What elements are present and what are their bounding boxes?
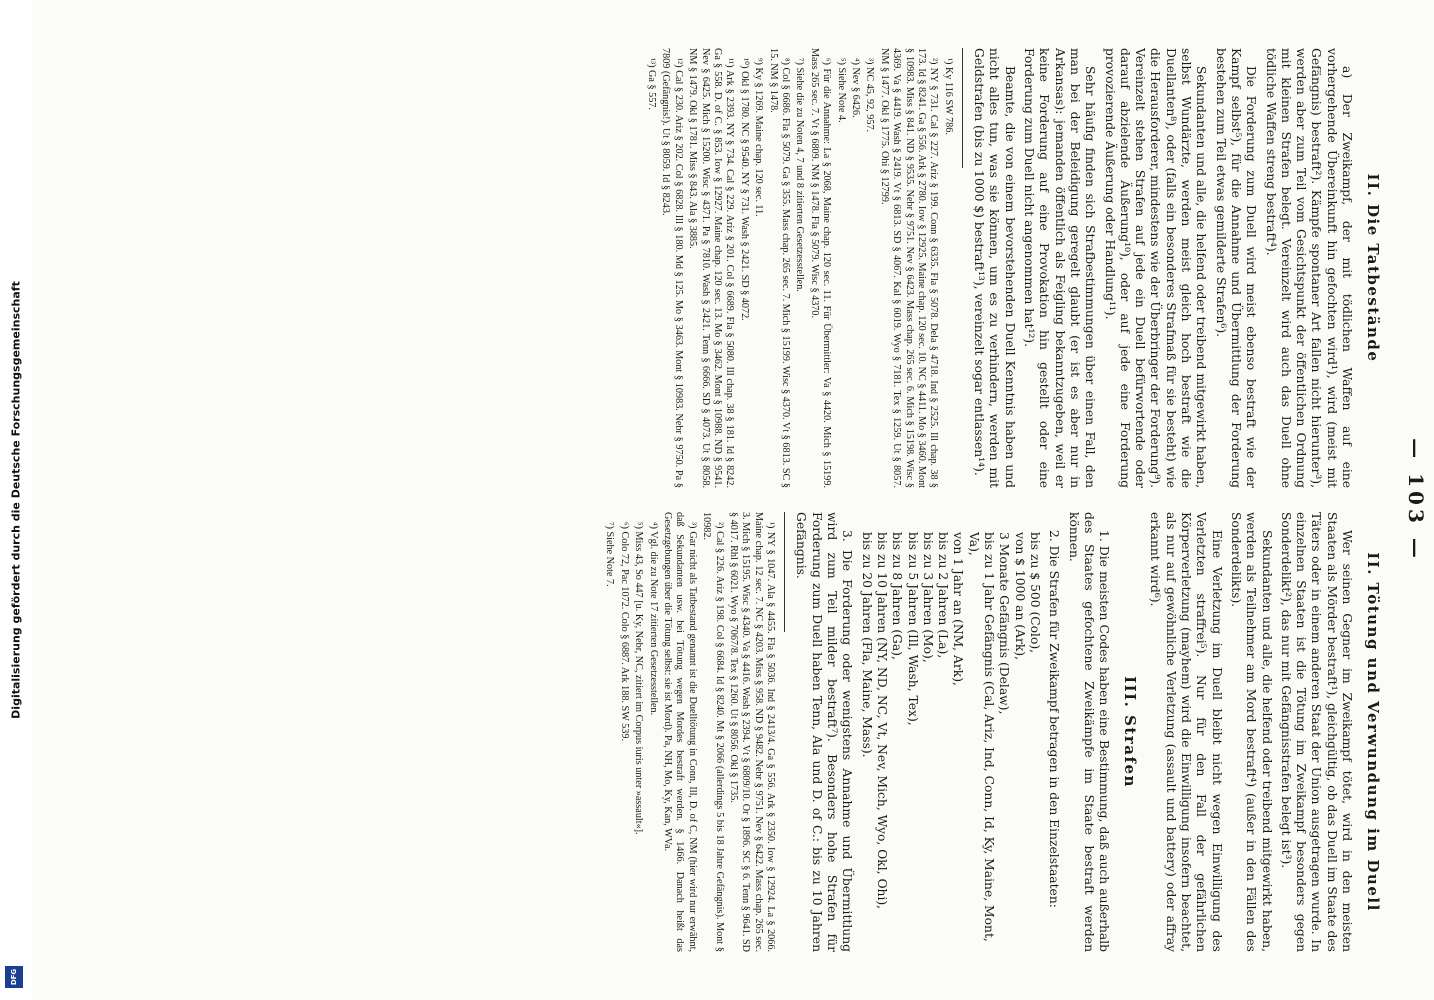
footnote: ¹²) Cal § 230. Ariz § 202. Col § 6828. Ill § 180. Md § 125. Mo § 3463. Mont § 10983. Nebr § 9750. Pa § 7809 (Gefängnis!). Ut § 8059. Id § 8243. [660,48,684,488]
footnote: ¹³) Ga § 557. [645,58,657,110]
list-item: bis zu 3 Jahren (Mo), [920,532,935,663]
right-body-2 [793,512,1111,952]
list-item: bis zu 2 Jahren (La), [936,532,951,659]
paragraph: Wer seinen Gegner im Zweikampf tötet, wird in den meisten Staaten als Mörder bestraft¹), gleichgültig, ob das Duell im Staate des Täters oder in einem anderen Staat der Union ausgetragen wurde. In einzelnen Staaten ist die Tötung im Zweikampf besonders gegen Sonderdelikt²), das nur mit Gefängnisstrafen belegt ist³). [1278,512,1354,952]
list-item: von 1 Jahr an (NM, Ark), [951,532,966,686]
left-body [971,48,1354,488]
footnote: ²) NY § 731. Cal § 227. Ariz § 199. Conn § 6335. Fla § 5078. Dela § 4718. Ind § 2525. Ill chap. 38 § 173. Id § 8241. Ga § 556. Ark § 2780. Iow § 12925. Maine chap. 120 sec. 10. NC § 4411. Mo § 3460. Mont § 10983. Miss § 841. ND § 9535. Nebr § 9751. Nev § 6423. Mass chap. 265 sec. 6. Mich § 15198. Wisc § 4369. Va § 4419. Wash § 2419. Vt § 6813. SD § 4067. Kal § 6019. Wyo § 7181. Tex § 1259. Ut § 8057. NM § 1477. Okl § 1775. Ohi § 12799. [878,48,940,488]
footnote: ⁴) Nev § 6426. [850,58,862,118]
footnote: ⁸) Col § 6686. Fla § 5079. Ga § 355. Mass chap. 265 sec. 7. Mich § 15199. Wisc § 4370. Vt § 6813. SC § 15. NM § 1478. [767,48,791,488]
footnote: ¹) Ky 116 SW 786. [942,58,954,135]
footnote: ¹¹) Ark § 2393. NY § 734. Cal § 229. Ariz § 201. Col § 6689. Fla § 5080. Ill chap. 38 § 181. Id § 8242. Ga § 558. D. of C. § 853. Iow § 12927. Maine chap. 120 sec. 13. Mo § 3462. Mont § 10988. ND § 9541. Nev § 6425. Mich § 15200. Wisc § 4371. Pa § 7810. Wash § 2421. Tenn § 6666. SD § 4073. Ut § 8058. NM § 1479. Okl § 1781. Miss § 843. Ala § 3885. [687,48,736,488]
list-item: bis zu $ 500 (Colo), [1027,532,1042,654]
footnote: ¹⁰) Okl § 1780. NC § 9540. NY § 731. Wash § 2421. SD § 4072. [738,58,750,321]
list-item: bis zu 8 Jahren (Ga), [890,532,905,660]
paragraph: Sekundanten und alle, die helfend oder treibend mitgewirkt haben, selbst Wundärzte, werden meist gleich hoch bestraft wie die Duellanten⁸), oder (falls ein besonderes Strafmaß für sie besteht) wie die Herausforderer, mindestens wie der Überbringer der Forderung⁹). Vereinzelt stehen Strafen auf jede ein Duell befürwortende oder darauf abzielende Äußerung¹⁰), oder auf jede eine Forderung provozierende Äußerung oder Handlung¹¹). [1102,48,1209,488]
right-column [40,512,1390,952]
footnote: ⁵) Miss 43, So 447 [u. Ky, Nebr, NC, zitiert im Corpus iuris unter »assault«]. [633,522,645,835]
paragraph: a) Der Zweikampf, der mit tödlichen Waffen auf eine vorhergehende Übereinkunft hin gefochten wird¹), wird (meist mit Gefängnis) bestraft²). Kämpfe spontaner Art fallen nicht hierunter³), werden aber zum Teil vom Gesichtspunkt der öffentlichen Ordnung mit kleinen Strafen belegt. Vereinzelt wird auch das Duell ohne tödliche Waffen streng bestraft⁴). [1263,48,1354,488]
footnote-divider [962,48,963,168]
footnote: ²) Cal § 226. Ariz § 198. Col § 6684. Id § 8240. Mt § 2066 (allerdings 5 bis 18 Jahre Gefängnis). Mont § 10982. [701,512,725,952]
footnote: ⁵) Siehe Note 4. [835,58,847,123]
digitization-note: Digitalisierung gefördert durch die Deutsche Forschungsgemeinschaft [9,281,23,719]
paragraph: Sehr häufig finden sich Strafbestimmungen über einen Fall, den man bei der Beleidigung geregelt glaubt (er ist es aber nur in Arkansas): jemanden öffentlich als Feigling bekanntzugeben, weil er keine Forderung auf eine Provokation hin gestellt oder eine Forderung zum Duell nicht angenommen hat¹²). [1022,48,1098,488]
paragraph: 2. Die Strafen für Zweikampf betragen in den Einzelstaaten: [1047,530,1062,908]
penalty-list [858,532,1042,952]
footnote: ⁷) Siehe Note 7. [604,522,616,587]
footnote: ⁴) Vgl. die zu Note 17 zitierten Gesetzesstellen. [647,522,659,716]
paragraph: Beamte, die von einem bevorstehenden Duell Kenntnis haben und nicht alles tun, was sie können, um es zu verhindern, werden mit Geldstrafen (bis zu 1000 $) bestraft¹³), vereinzelt sogar entlassen¹⁴). [972,48,1017,488]
digitization-strip [0,0,32,1000]
left-column [40,48,1390,488]
footnote: ⁶) Für die Annahme: La § 2068, Maine chap. 120 sec. 11. Für Übermittler: Va § 4420. Mich § 15199. Mass 265 sec. 7. Vt § 6809. NM § 1478. Fla § 5079. Wisc § 4370. [808,48,833,488]
list-item: von $ 1000 an (Ark), [1012,532,1027,660]
footnote-divider [784,512,785,632]
right-heading-1: II. Tötung und Verwundung im Duell [1364,552,1382,912]
paragraph: Die Forderung zum Duell wird meist ebenso bestraft wie der Kampf selbst⁵), für die Annahme und Übermittlung der Forderung bestehen zum Teil etwas gemilderte Strafen⁶). [1213,48,1259,488]
footnote: ³) Gar nicht als Tatbestand genannt ist die Duelltötung in Conn, Ill, D. of C, NM (hier wird nur erwähnt, daß Sekundanten usw. bei Tötung wegen Mordes bestraft werden. § 1466. Danach heißt das Gesetzgebungen über die Tötung selbst: sie ist Mord). Pa, NH, Mo, Ky, Kan, WVa. [661,512,698,952]
right-body-1 [1147,512,1354,952]
paragraph: Sekundanten und alle, die helfend oder treibend mitgewirkt haben, werden als Teilnehmer am Mord bestraft⁴) (außer in den Fällen des Sonderdelikts). [1228,512,1274,952]
right-heading-2: III. Strafen [1121,676,1140,788]
left-footnotes [645,48,954,488]
page-number: — 103 — [1404,438,1428,562]
footnote: ¹) NY § 1047. Ala § 4455. Fla § 5036. Ind § 2413/4. Ga § 556. Ark § 2350. Iow § 12924. La § 2066. Maine chap. 12 sec. 7. NC § 4203. Miss § 958. ND § 9482. Nebr § 9751. Nev § 6422. Mass chap. 265 sec. 3. Mich § 15195. Wisc § 4340. Va § 4416. Wash § 2394. Vt § 6809/10. Or § 1896. SC § 6. Tenn § 9641. SD § 4017. Rhl § 6021. Wyo § 7067/8. Tex § 1260. Ut § 8056. Okl § 1735. [727,512,777,952]
list-item: bis zu 10 Jahren (NY, ND, NC, Vt, Nev, Mich, Wyo, Okl, Ohi), [874,532,889,910]
footnote: ³) NC 45, 92, 957. [864,58,876,133]
paragraph: 3. Die Forderung oder wenigstens Annahme und Übermittlung wird zum Teil milder bestraft⁷). Besonders hohe Strafen für Forderung zum Duell haben Tenn, Ala und D. of C.: bis zu 10 Jahren Gefängnis. [794,512,855,952]
list-item: 3 Monate Gefängnis (Delaw), [997,532,1012,715]
list-item: bis zu 5 Jahren (Ill, Wash, Tex), [905,532,920,726]
right-footnotes [603,512,776,952]
list-item: bis zu 1 Jahr Gefängnis (Cal, Ariz, Ind, Conn, Id, Ky, Maine, Mont, Va), [966,532,997,942]
dfg-logo-icon: DFG [5,966,23,988]
footnote: ⁷) Siehe die zu Noten 4, 7 und 8 zitierten Gesetzesstellen. [794,58,806,292]
paragraph: 1. Die meisten Codes haben eine Bestimmung, daß auch außerhalb des Staates gefochtene Zweikämpfe im Staate bestraft werden können. [1066,512,1112,952]
footnote: ⁶) Colo 72, Pac 1072. Colo § 6887. Ark 188. SW 539. [618,522,630,742]
list-item: bis zu 20 Jahren (Fla, Maine, Mass). [859,532,874,758]
left-heading: II. Die Tatbestände [1364,173,1382,363]
paragraph: Eine Verletzung im Duell bleibt nicht wegen Einwilligung des Verletzten straffrei⁵). Nur für den Fall der gefährlichen Körperverletzung (mayhem) wird die Einwilligung insofern beachtet, als nur auf gewöhnliche Verletzung (assault und battery) oder affray erkannt wird⁶). [1148,512,1224,952]
footnote: ⁹) Ky § 1269. Maine chap. 120 sec. 11. [753,58,765,217]
